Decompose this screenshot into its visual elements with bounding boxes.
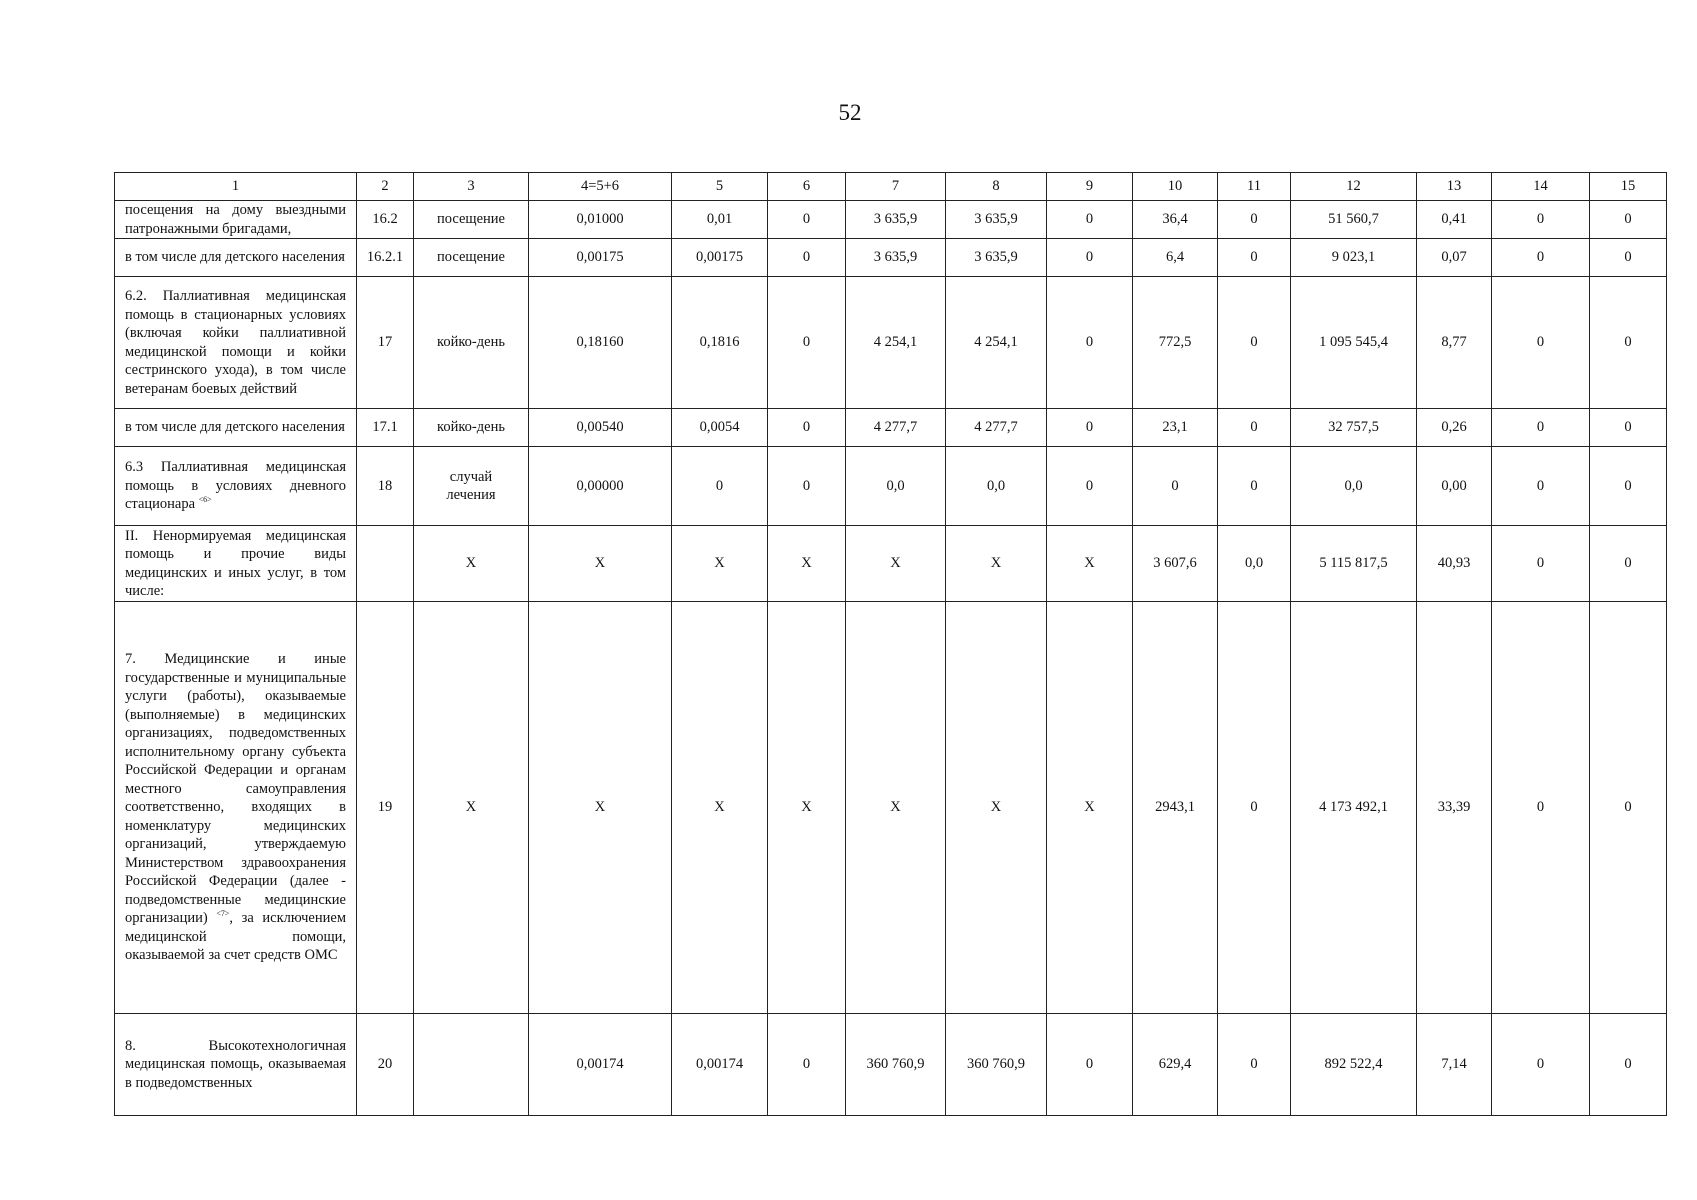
table-cell: X [1047,526,1133,602]
table-cell: 0,0 [1218,526,1291,602]
table-cell: X [768,602,846,1014]
table-cell: 4 173 492,1 [1291,602,1417,1014]
table-cell: 0,00175 [672,239,768,277]
column-header: 13 [1417,173,1492,201]
table-cell: 0 [1492,201,1590,239]
table-cell: 772,5 [1133,277,1218,409]
table-cell: X [768,526,846,602]
table-cell: 33,39 [1417,602,1492,1014]
table-cell: X [946,602,1047,1014]
table-cell: 0,26 [1417,409,1492,447]
page-number: 52 [838,100,862,125]
row-description: в том числе для детского населения [115,239,357,277]
table-cell: 0 [1047,277,1133,409]
table-cell: 0 [768,409,846,447]
table-cell: 4 254,1 [946,277,1047,409]
table-cell: 0 [1492,239,1590,277]
row-code: 17 [357,277,414,409]
table-cell: 0 [1047,409,1133,447]
table-cell: 0,00 [1417,447,1492,526]
row-code: 17.1 [357,409,414,447]
table-cell: 0 [768,447,846,526]
table-cell: 0 [1047,201,1133,239]
table-cell: 0 [1590,526,1667,602]
table-row [115,602,1667,1014]
table-cell: 0 [1590,602,1667,1014]
column-header: 6 [768,173,846,201]
table-cell: 40,93 [1417,526,1492,602]
table-cell: X [846,526,946,602]
table-cell: 0 [1218,1014,1291,1116]
table-cell: 0,07 [1417,239,1492,277]
table-cell: 0,18160 [529,277,672,409]
table-cell: X [529,602,672,1014]
table-cell: 0,0 [1291,447,1417,526]
table-cell: X [946,526,1047,602]
table-cell: 0 [1047,1014,1133,1116]
table-cell: 4 254,1 [846,277,946,409]
table-cell: 0 [672,447,768,526]
table-cell: 0 [1047,239,1133,277]
table-cell: 3 635,9 [946,201,1047,239]
table-cell: X [846,602,946,1014]
table-cell: 4 277,7 [946,409,1047,447]
table-row [115,201,1667,239]
row-unit [414,1014,529,1116]
table-cell: X [529,526,672,602]
table-cell: 0,01 [672,201,768,239]
table-cell: 0 [1047,447,1133,526]
table-row [115,526,1667,602]
table-row [115,409,1667,447]
row-description: посещения на дому выездными патронажными бригадами, [115,201,357,239]
row-code: 19 [357,602,414,1014]
row-description [115,447,357,526]
row-code: 16.2.1 [357,239,414,277]
table-cell: 8,77 [1417,277,1492,409]
table-cell: 0 [1218,201,1291,239]
column-header: 10 [1133,173,1218,201]
table-cell: 0,41 [1417,201,1492,239]
table-cell: 0,0054 [672,409,768,447]
column-header: 2 [357,173,414,201]
table-cell: 0 [768,277,846,409]
table-cell: 0 [1218,409,1291,447]
column-header: 1 [115,173,357,201]
header-row [115,173,1667,201]
column-header: 15 [1590,173,1667,201]
footnote-ref: <6> [198,495,212,505]
row-description-tail: , за исключением медицинской помощи, оказываемой за счет средств ОМС [125,910,346,964]
table-cell: 7,14 [1417,1014,1492,1116]
table-cell: 0 [1590,239,1667,277]
column-header: 5 [672,173,768,201]
table-row [115,239,1667,277]
table-cell: 360 760,9 [846,1014,946,1116]
column-header: 12 [1291,173,1417,201]
table-cell: 0 [1218,277,1291,409]
table-cell: 0 [1492,409,1590,447]
table-cell: 892 522,4 [1291,1014,1417,1116]
row-code: 16.2 [357,201,414,239]
column-header: 7 [846,173,946,201]
table-cell: 0 [1590,447,1667,526]
row-unit: случай лечения [414,447,529,526]
table-cell: 0 [1133,447,1218,526]
table-cell: 3 635,9 [846,201,946,239]
table-row [115,447,1667,526]
table-cell: X [672,602,768,1014]
table-cell: 0 [1218,447,1291,526]
table-cell: 36,4 [1133,201,1218,239]
table-cell: 0 [1492,602,1590,1014]
table-cell: 0 [1590,1014,1667,1116]
medical-care-table [114,172,1667,1116]
column-header: 8 [946,173,1047,201]
table-cell: 0 [1492,447,1590,526]
column-header: 9 [1047,173,1133,201]
row-description: 6.2. Паллиативная медицинская помощь в стационарных условиях (включая койки паллиативной медицинской помощи и койки сестринского ухода), в том числе ветеранам боевых действий [115,277,357,409]
table-cell: 360 760,9 [946,1014,1047,1116]
row-code: 18 [357,447,414,526]
table-cell: 0,00000 [529,447,672,526]
column-header: 4=5+6 [529,173,672,201]
table-cell: 2943,1 [1133,602,1218,1014]
row-unit: X [414,602,529,1014]
row-unit: X [414,526,529,602]
row-code: 20 [357,1014,414,1116]
table-cell: 0 [1590,201,1667,239]
footnote-ref: <7> [216,909,230,919]
table-cell: 0,00174 [672,1014,768,1116]
table-cell: 0,1816 [672,277,768,409]
column-header: 14 [1492,173,1590,201]
table-cell: 6,4 [1133,239,1218,277]
table-cell: 32 757,5 [1291,409,1417,447]
table-cell: X [672,526,768,602]
table-row [115,277,1667,409]
table-cell: 0,01000 [529,201,672,239]
row-code [357,526,414,602]
table-cell: 0,00540 [529,409,672,447]
table-cell: 0 [768,201,846,239]
row-description-text: 7. Медицинские и иные государственные и муниципальные услуги (работы), оказываемые (выполняемые) в медицинских организациях, подведомственных исполнительному органу субъекта Российской Федерации и органам местного самоуправления соответственно, входящих в номенклатуру медицинских организаций, утверждаемую Министерством здравоохранения Российской Федерации (далее - подведомственные медицинские организации) [125,651,346,927]
table-row [115,1014,1667,1116]
row-unit: койко-день [414,409,529,447]
table-cell: 0 [1590,277,1667,409]
table-cell: 3 635,9 [846,239,946,277]
table-cell: 5 115 817,5 [1291,526,1417,602]
table-cell: 3 607,6 [1133,526,1218,602]
table-cell: 1 095 545,4 [1291,277,1417,409]
table-cell: 0 [768,1014,846,1116]
table-cell: 0,0 [946,447,1047,526]
column-header: 11 [1218,173,1291,201]
row-description: II. Ненормируемая медицинская помощь и прочие виды медицинских и иных услуг, в том числе: [115,526,357,602]
table-cell: 23,1 [1133,409,1218,447]
table-cell: 629,4 [1133,1014,1218,1116]
table-cell: 0 [768,239,846,277]
table-cell: 0 [1218,239,1291,277]
column-header: 3 [414,173,529,201]
table-cell: 4 277,7 [846,409,946,447]
row-unit: посещение [414,239,529,277]
row-description-text: 6.3 Паллиативная медицинская помощь в условиях дневного стационара [125,459,346,513]
row-description: в том числе для детского населения [115,409,357,447]
row-description [115,602,357,1014]
row-unit: посещение [414,201,529,239]
table-cell: X [1047,602,1133,1014]
table-cell: 0 [1492,277,1590,409]
table-cell: 0 [1218,602,1291,1014]
table-cell: 0 [1492,1014,1590,1116]
table-cell: 3 635,9 [946,239,1047,277]
row-description: 8. Высокотехнологичная медицинская помощь, оказываемая в подведомственных [115,1014,357,1116]
table-cell: 0,00174 [529,1014,672,1116]
table-cell: 0,0 [846,447,946,526]
table-cell: 0 [1590,409,1667,447]
table-cell: 0 [1492,526,1590,602]
row-unit: койко-день [414,277,529,409]
table-cell: 51 560,7 [1291,201,1417,239]
table-cell: 9 023,1 [1291,239,1417,277]
table-cell: 0,00175 [529,239,672,277]
